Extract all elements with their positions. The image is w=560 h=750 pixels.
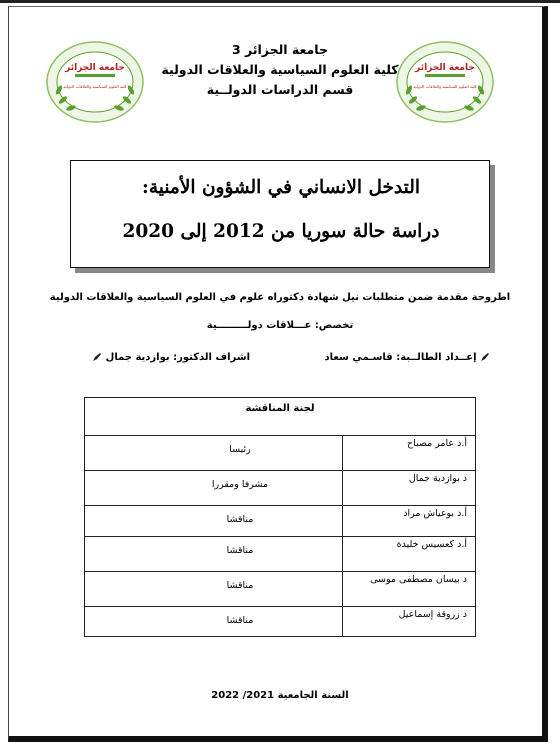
jury-table — [84, 397, 476, 637]
jury-row — [85, 470, 475, 505]
logo-text-bottom: كلية العلوم السياسية والعلاقات الدولية — [413, 84, 477, 89]
department-name: قسم الدراسات الدولــية — [206, 82, 354, 97]
thesis-title-line-1: التدخل الانساني في الشؤون الأمنية: — [142, 177, 420, 198]
jury-title: لجنة المناقشة — [245, 403, 315, 414]
jury-member-role: مناقشا — [226, 514, 254, 525]
jury-member-name: د بيسان مصطفى موسى — [370, 574, 467, 585]
university-name: جامعة الجزائر 3 — [231, 42, 328, 57]
jury-member-role: مناقشا — [226, 580, 254, 591]
jury-row — [85, 571, 475, 606]
jury-member-role: مشرفا ومقررا — [211, 479, 269, 490]
thesis-title-box — [70, 160, 490, 268]
jury-row — [85, 505, 475, 540]
jury-member-name: أ.د كعسيس خليدة — [396, 539, 467, 550]
faculty-name: كلية العلوم السياسية والعلاقات الدولية — [161, 62, 399, 77]
university-logo-right — [395, 40, 495, 124]
jury-member-name: أ.د عامر مصباح — [406, 438, 467, 449]
logo-text-bottom: كلية العلوم السياسية والعلاقات الدولية — [63, 84, 127, 89]
thesis-title-line-2: دراسة حالة سوريا من 2012 إلى 2020 — [122, 221, 440, 242]
jury-member-name: أ.د بوعياش مراد — [403, 508, 467, 519]
academic-year: السنة الجامعية 2021/ 2022 — [211, 690, 349, 701]
jury-member-name: د بوازدية جمال — [408, 473, 467, 484]
jury-member-name: د زروقة إسماعيل — [398, 609, 467, 620]
specialty: تخصص: عـــلاقات دولـــــــــية — [206, 320, 354, 331]
pen-icon — [480, 352, 490, 362]
supervisor-line — [60, 352, 250, 363]
institution-header — [160, 40, 400, 100]
page-top-edge — [0, 0, 560, 3]
logo-text-top: جامعة الجزائر — [415, 63, 475, 73]
pen-icon — [92, 352, 102, 362]
student-line — [324, 352, 490, 363]
jury-row — [85, 536, 475, 571]
thesis-description: اطروحة مقدمة ضمن متطلبات نيل شهادة دكتوراه علوم في العلوم السياسية والعلاقات الدولية — [49, 292, 511, 303]
logo-text-top: جامعة الجزائر — [65, 63, 125, 73]
jury-member-role: مناقشا — [226, 615, 254, 626]
jury-member-role: مناقشا — [226, 545, 254, 556]
jury-row — [85, 435, 475, 470]
university-logo-left — [45, 40, 145, 124]
supervisor-name: اشراف الدكتور: بوازدية جمال — [105, 352, 250, 363]
student-name: إعــداد الطالــبة: قاسـمي سعاد — [324, 352, 477, 363]
jury-row — [85, 606, 475, 636]
jury-member-role: رئيسا — [229, 444, 251, 455]
